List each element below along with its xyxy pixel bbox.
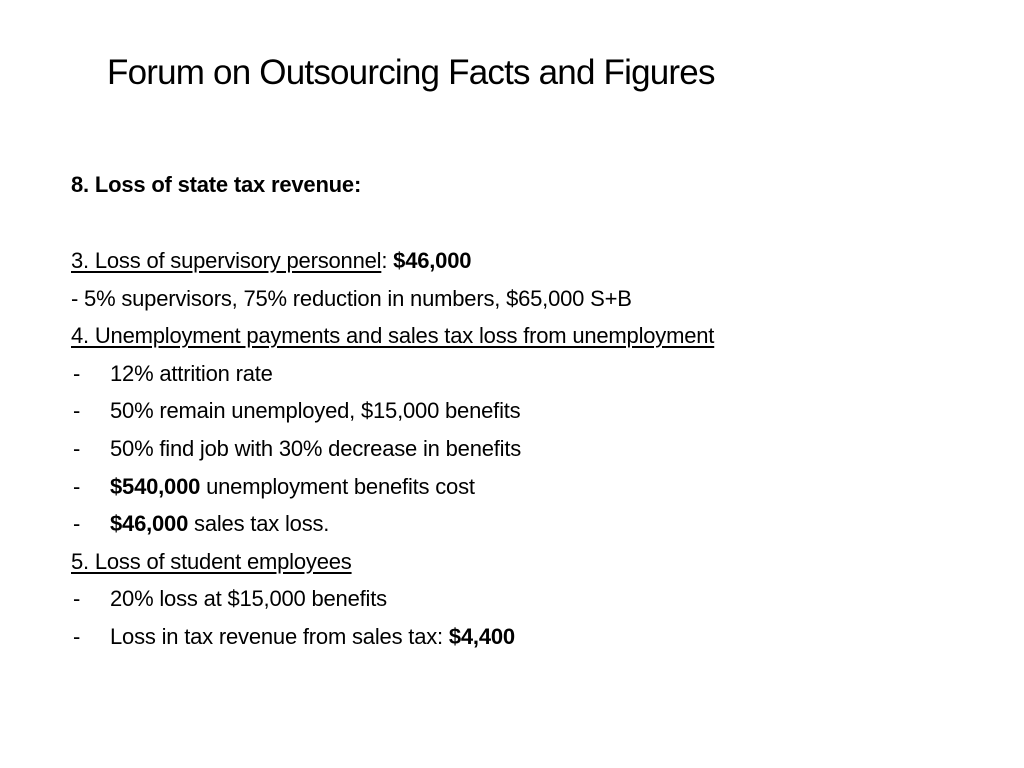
list-item <box>71 618 1011 656</box>
bullet-dash: - <box>73 473 81 499</box>
bullet-amount: $540,000 <box>110 473 201 499</box>
bullet-text: 50% remain unemployed, $15,000 benefits <box>110 398 521 424</box>
bullet-text: unemployment benefits cost <box>200 473 475 499</box>
bullet-amount: $46,000 <box>110 511 189 537</box>
list-item <box>71 580 1011 618</box>
item-3-separator: : <box>381 248 394 273</box>
section-heading: 8. Loss of state tax revenue: <box>71 172 362 197</box>
bullet-dash: - <box>73 435 81 461</box>
slide-title: Forum on Outsourcing Facts and Figures <box>107 53 715 92</box>
bullet-amount: $4,400 <box>448 623 515 649</box>
list-item <box>71 468 1011 506</box>
bullet-text: 50% find job with 30% decrease in benefits <box>110 435 522 461</box>
list-item <box>71 505 1011 543</box>
bullet-dash: - <box>73 511 81 537</box>
bullet-dash: - <box>73 623 81 649</box>
item-3-detail: - 5% supervisors, 75% reduction in numbers, $65,000 S+B <box>71 285 632 311</box>
bullet-dash: - <box>73 398 81 424</box>
item-3-amount: $46,000 <box>393 248 472 273</box>
item-3-line <box>71 242 1011 280</box>
bullet-text: Loss in tax revenue from sales tax: <box>110 623 449 649</box>
item-3-heading: 3. Loss of supervisory personnel <box>71 248 382 273</box>
list-item <box>71 430 1011 468</box>
bullet-text: sales tax loss. <box>188 511 330 537</box>
list-item <box>71 355 1011 393</box>
bullet-text: 12% attrition rate <box>110 360 273 386</box>
item-4-heading: 4. Unemployment payments and sales tax loss from unemployment <box>71 323 715 349</box>
bullet-text: 20% loss at $15,000 benefits <box>110 586 387 612</box>
list-item <box>71 392 1011 430</box>
slide-body <box>71 166 1011 656</box>
bullet-dash: - <box>73 586 81 612</box>
item-5-heading: 5. Loss of student employees <box>71 548 352 574</box>
bullet-dash: - <box>73 360 81 386</box>
